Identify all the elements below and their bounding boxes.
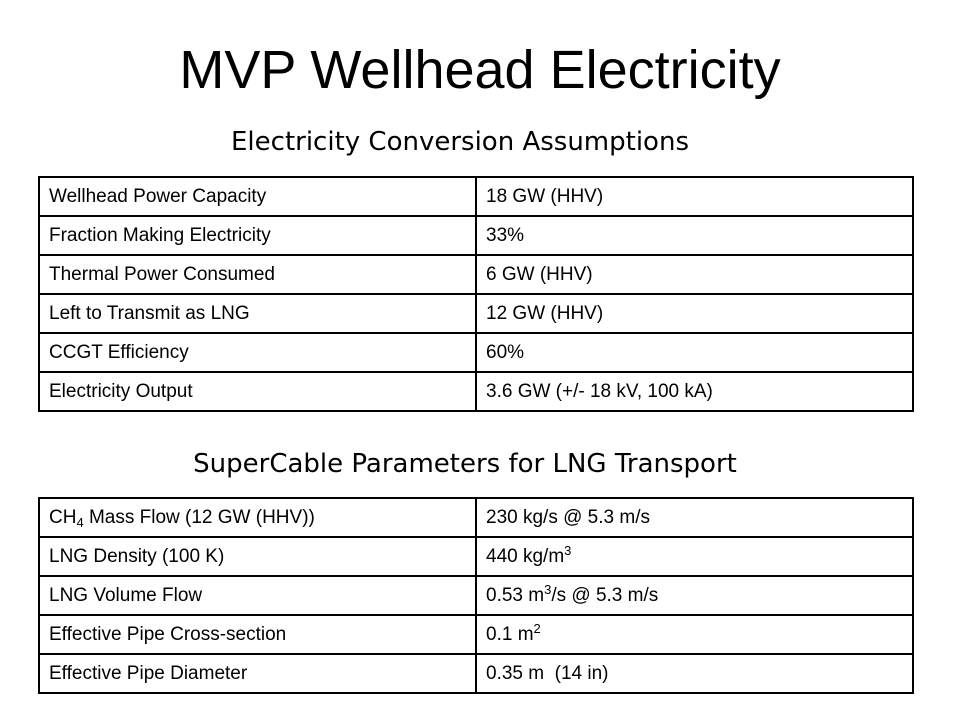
value-text: 440 kg/m	[486, 545, 565, 567]
table-row	[39, 576, 913, 615]
superscript: 3	[564, 542, 572, 558]
conversion-assumptions-table	[38, 176, 914, 412]
row-value: 3.6 GW (+/- 18 kV, 100 kA)	[476, 372, 913, 411]
value-text: 0.1 m	[486, 623, 534, 645]
row-value	[476, 576, 913, 615]
row-value: 60%	[476, 333, 913, 372]
row-label: Effective Pipe Diameter	[39, 654, 476, 693]
section-heading-conversion: Electricity Conversion Assumptions	[231, 127, 689, 157]
row-value: 18 GW (HHV)	[476, 177, 913, 216]
table-row	[39, 177, 913, 216]
table-row	[39, 615, 913, 654]
table-row	[39, 294, 913, 333]
row-value	[476, 537, 913, 576]
row-label: CCGT Efficiency	[39, 333, 476, 372]
superscript: 2	[533, 620, 541, 636]
row-label: Left to Transmit as LNG	[39, 294, 476, 333]
row-label: Wellhead Power Capacity	[39, 177, 476, 216]
row-label: Thermal Power Consumed	[39, 255, 476, 294]
row-value: 0.35 m (14 in)	[476, 654, 913, 693]
row-label: Electricity Output	[39, 372, 476, 411]
value-text: 0.53 m	[486, 584, 545, 606]
row-value: 230 kg/s @ 5.3 m/s	[476, 498, 913, 537]
table-row	[39, 255, 913, 294]
row-label: Fraction Making Electricity	[39, 216, 476, 255]
row-label: LNG Volume Flow	[39, 576, 476, 615]
table-row	[39, 498, 913, 537]
row-value: 33%	[476, 216, 913, 255]
superscript: 3	[544, 581, 552, 597]
slide-title: MVP Wellhead Electricity	[179, 40, 781, 100]
table-row	[39, 216, 913, 255]
table-row	[39, 372, 913, 411]
table-row	[39, 333, 913, 372]
label-text: CH	[49, 506, 77, 528]
row-value	[476, 615, 913, 654]
table-row	[39, 654, 913, 693]
row-label	[39, 498, 476, 537]
value-text: /s @ 5.3 m/s	[551, 584, 659, 606]
subscript: 4	[76, 514, 84, 530]
row-label: Effective Pipe Cross-section	[39, 615, 476, 654]
supercable-parameters-table	[38, 497, 914, 694]
row-value: 12 GW (HHV)	[476, 294, 913, 333]
section-heading-supercable: SuperCable Parameters for LNG Transport	[193, 449, 737, 479]
label-text: Mass Flow (12 GW (HHV))	[83, 506, 315, 528]
table-row	[39, 537, 913, 576]
row-value: 6 GW (HHV)	[476, 255, 913, 294]
row-label: LNG Density (100 K)	[39, 537, 476, 576]
